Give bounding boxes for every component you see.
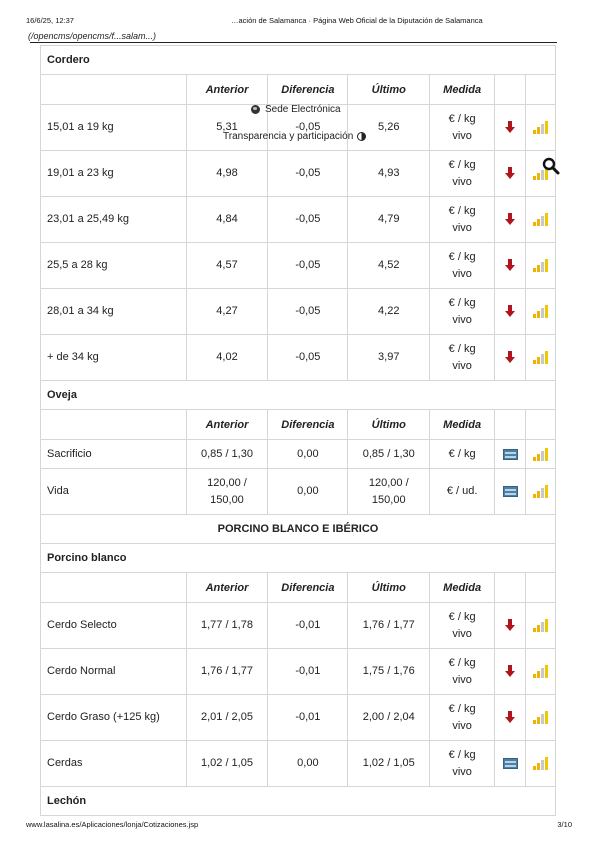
- row-name: Cerdo Normal: [41, 649, 187, 695]
- print-header: [26, 16, 586, 28]
- cell-trend: [495, 243, 526, 289]
- cell-trend: [495, 603, 526, 649]
- bar-chart-icon[interactable]: [533, 448, 548, 461]
- cell-anterior: 4,27: [186, 289, 268, 335]
- medida-qualifier: vivo: [452, 719, 472, 732]
- row-name: 25,5 a 28 kg: [41, 243, 187, 289]
- medida-qualifier: vivo: [452, 765, 472, 778]
- cell-ultimo: 5,26: [348, 105, 430, 151]
- row-name: 19,01 a 23 kg: [41, 151, 187, 197]
- cell-medida: [430, 741, 495, 787]
- cell-diferencia: -0,01: [268, 649, 348, 695]
- medida-unit: € / kg: [448, 158, 476, 171]
- row-name: 15,01 a 19 kg: [41, 105, 187, 151]
- cell-diferencia: 0,00: [268, 469, 348, 515]
- header-empty: [41, 573, 187, 603]
- section-title-lechon: Lechón: [41, 787, 556, 816]
- cell-trend: [495, 695, 526, 741]
- cell-trend: [495, 469, 526, 515]
- cell-medida: [430, 197, 495, 243]
- cell-medida: € / ud.: [430, 469, 495, 515]
- cell-anterior: 4,57: [186, 243, 268, 289]
- cell-chart[interactable]: [526, 469, 556, 515]
- cell-medida: [430, 151, 495, 197]
- cell-medida: [430, 289, 495, 335]
- row-name: Cerdo Selecto: [41, 603, 187, 649]
- header-empty: [495, 573, 526, 603]
- arrow-down-icon: [505, 213, 515, 225]
- equal-icon: [503, 486, 518, 497]
- cell-ultimo: 1,76 / 1,77: [348, 603, 430, 649]
- table-row: [41, 741, 556, 787]
- medida-qualifier: vivo: [452, 313, 472, 326]
- contrast-icon[interactable]: [357, 132, 366, 141]
- medida-qualifier: vivo: [452, 267, 472, 280]
- cell-diferencia: -0,01: [268, 603, 348, 649]
- equal-icon: [503, 449, 518, 460]
- globe-icon: [251, 105, 260, 114]
- section-title-oveja: Oveja: [41, 381, 556, 410]
- arrow-down-icon: [505, 259, 515, 271]
- header-diferencia: Diferencia: [268, 573, 348, 603]
- header-empty: [495, 75, 526, 105]
- cell-anterior: 4,02: [186, 335, 268, 381]
- header-medida: Medida: [430, 75, 495, 105]
- cell-medida: € / kg: [430, 440, 495, 469]
- cell-medida: [430, 603, 495, 649]
- header-medida: Medida: [430, 410, 495, 440]
- cell-anterior: 0,85 / 1,30: [186, 440, 268, 469]
- cell-chart[interactable]: [526, 603, 556, 649]
- section-title-cordero: Cordero: [41, 46, 556, 75]
- table-row: [41, 649, 556, 695]
- medida-qualifier: vivo: [452, 627, 472, 640]
- bar-chart-icon[interactable]: [533, 351, 548, 364]
- table-row: [41, 197, 556, 243]
- medida-unit: € / kg: [448, 610, 476, 623]
- bar-chart-icon[interactable]: [533, 213, 548, 226]
- page-number: 3/10: [557, 820, 572, 829]
- cell-anterior: [186, 469, 268, 515]
- table-row: [41, 335, 556, 381]
- cell-diferencia: -0,01: [268, 695, 348, 741]
- cell-anterior: 4,98: [186, 151, 268, 197]
- cell-anterior: 1,76 / 1,77: [186, 649, 268, 695]
- anterior-line-2: 150,00: [210, 493, 244, 506]
- section-row-oveja: [41, 381, 556, 410]
- bar-chart-icon[interactable]: [533, 711, 548, 724]
- section-title-porcino-blanco: Porcino blanco: [41, 544, 556, 573]
- medida-unit: € / kg: [448, 748, 476, 761]
- cell-diferencia: -0,05: [268, 335, 348, 381]
- cell-diferencia: -0,05: [268, 151, 348, 197]
- cell-anterior: 4,84: [186, 197, 268, 243]
- anterior-line-1: 120,00 /: [207, 476, 247, 489]
- cell-ultimo: 1,02 / 1,05: [348, 741, 430, 787]
- header-empty: [526, 573, 556, 603]
- ultimo-line-1: 120,00 /: [368, 476, 409, 489]
- header-row: [41, 410, 556, 440]
- cell-trend: [495, 649, 526, 695]
- header-ultimo: Último: [348, 75, 430, 105]
- transparencia-label: Transparencia y participación: [223, 131, 354, 142]
- medida-unit: € / kg: [448, 342, 476, 355]
- cell-trend: [495, 289, 526, 335]
- print-url: www.lasalina.es/Aplicaciones/lonja/Cotizaciones.jsp: [26, 820, 199, 829]
- table-row: [41, 289, 556, 335]
- header-medida: Medida: [430, 573, 495, 603]
- ultimo-line-2: 150,00: [371, 493, 406, 506]
- cell-diferencia: -0,05: [268, 243, 348, 289]
- garbled-link-text: (/opencms/opencms/f...salam...): [28, 31, 157, 41]
- cell-medida: [430, 649, 495, 695]
- medida-unit: € / kg: [448, 204, 476, 217]
- cell-ultimo: 4,52: [348, 243, 430, 289]
- search-icon[interactable]: [542, 157, 560, 175]
- header-anterior: Anterior: [186, 573, 268, 603]
- cell-chart[interactable]: [526, 695, 556, 741]
- cell-trend: [495, 105, 526, 151]
- sede-electronica-link[interactable]: [251, 104, 341, 115]
- medida-qualifier: vivo: [452, 673, 472, 686]
- bar-chart-icon[interactable]: [533, 259, 548, 272]
- header-empty: [41, 410, 187, 440]
- table-row: [41, 243, 556, 289]
- medida-qualifier: vivo: [452, 129, 472, 142]
- cell-ultimo: [348, 469, 430, 515]
- price-table: [40, 45, 556, 816]
- cell-anterior: 5,31: [186, 105, 268, 151]
- print-datetime: 16/6/25, 12:37: [26, 16, 74, 25]
- medida-unit: € / kg: [448, 296, 476, 309]
- header-row: [41, 573, 556, 603]
- cell-chart[interactable]: [526, 741, 556, 787]
- cell-chart[interactable]: [526, 105, 556, 151]
- category-title-porcino: PORCINO BLANCO E IBÉRICO: [41, 515, 556, 544]
- bar-chart-icon[interactable]: [533, 485, 548, 498]
- section-row-cordero: [41, 46, 556, 75]
- cell-ultimo: 3,97: [348, 335, 430, 381]
- medida-unit: € / kg: [448, 702, 476, 715]
- cell-diferencia: 0,00: [268, 440, 348, 469]
- cell-ultimo: 2,00 / 2,04: [348, 695, 430, 741]
- arrow-down-icon: [505, 619, 515, 631]
- row-name: Sacrificio: [41, 440, 187, 469]
- arrow-down-icon: [505, 305, 515, 317]
- cell-ultimo: 4,93: [348, 151, 430, 197]
- medida-unit: € / kg: [448, 656, 476, 669]
- arrow-down-icon: [505, 121, 515, 133]
- table-row: [41, 440, 556, 469]
- header-anterior: Anterior: [186, 410, 268, 440]
- header-ultimo: Último: [348, 410, 430, 440]
- cell-chart[interactable]: [526, 335, 556, 381]
- row-name: 23,01 a 25,49 kg: [41, 197, 187, 243]
- header-diferencia: Diferencia: [268, 410, 348, 440]
- cell-medida: [430, 695, 495, 741]
- cell-medida: [430, 335, 495, 381]
- bar-chart-icon[interactable]: [533, 757, 548, 770]
- equal-icon: [503, 758, 518, 769]
- cell-chart[interactable]: [526, 197, 556, 243]
- arrow-down-icon: [505, 167, 515, 179]
- cell-trend: [495, 741, 526, 787]
- cell-trend: [495, 197, 526, 243]
- cell-anterior: 2,01 / 2,05: [186, 695, 268, 741]
- section-row-lechon: [41, 787, 556, 816]
- cell-medida: [430, 105, 495, 151]
- bar-chart-icon[interactable]: [533, 305, 548, 318]
- row-name: + de 34 kg: [41, 335, 187, 381]
- medida-unit: € / kg: [448, 250, 476, 263]
- cell-medida: [430, 243, 495, 289]
- cell-chart[interactable]: [526, 440, 556, 469]
- arrow-down-icon: [505, 351, 515, 363]
- medida-qualifier: vivo: [452, 175, 472, 188]
- cell-trend: [495, 151, 526, 197]
- arrow-down-icon: [505, 711, 515, 723]
- header-row: [41, 75, 556, 105]
- sede-electronica-label: Sede Electrónica: [265, 104, 341, 115]
- section-row-porcino-blanco: [41, 544, 556, 573]
- cell-diferencia: -0,05: [268, 289, 348, 335]
- cell-anterior: 1,02 / 1,05: [186, 741, 268, 787]
- bar-chart-icon[interactable]: [533, 665, 548, 678]
- row-name: 28,01 a 34 kg: [41, 289, 187, 335]
- cell-diferencia: -0,05: [268, 105, 348, 151]
- cell-diferencia: 0,00: [268, 741, 348, 787]
- row-name: Cerdo Graso (+125 kg): [41, 695, 187, 741]
- header-anterior: Anterior: [186, 75, 268, 105]
- table-row: [41, 695, 556, 741]
- bar-chart-icon[interactable]: [533, 121, 548, 134]
- print-footer: [26, 820, 572, 832]
- medida-unit: € / kg: [448, 112, 476, 125]
- category-row-porcino: [41, 515, 556, 544]
- header-empty: [526, 410, 556, 440]
- header-ultimo: Último: [348, 573, 430, 603]
- row-name: Vida: [41, 469, 187, 515]
- divider: [30, 42, 557, 43]
- cell-ultimo: 4,79: [348, 197, 430, 243]
- print-page-title: …ación de Salamanca · Página Web Oficial de la Diputación de Salamanca: [231, 16, 483, 25]
- cell-trend: [495, 440, 526, 469]
- row-name: Cerdas: [41, 741, 187, 787]
- cell-diferencia: -0,05: [268, 197, 348, 243]
- header-empty: [495, 410, 526, 440]
- table-row: [41, 469, 556, 515]
- cell-ultimo: 1,75 / 1,76: [348, 649, 430, 695]
- bar-chart-icon[interactable]: [533, 619, 548, 632]
- table-row: [41, 603, 556, 649]
- cell-chart[interactable]: [526, 243, 556, 289]
- cell-ultimo: 4,22: [348, 289, 430, 335]
- cell-trend: [495, 335, 526, 381]
- cell-chart[interactable]: [526, 649, 556, 695]
- medida-qualifier: vivo: [452, 221, 472, 234]
- cell-chart[interactable]: [526, 289, 556, 335]
- cell-anterior: 1,77 / 1,78: [186, 603, 268, 649]
- arrow-down-icon: [505, 665, 515, 677]
- transparencia-link[interactable]: [223, 131, 366, 142]
- header-empty: [526, 75, 556, 105]
- medida-qualifier: vivo: [452, 359, 472, 372]
- header-diferencia: Diferencia: [268, 75, 348, 105]
- cell-ultimo: 0,85 / 1,30: [348, 440, 430, 469]
- table-row: [41, 151, 556, 197]
- header-empty: [41, 75, 187, 105]
